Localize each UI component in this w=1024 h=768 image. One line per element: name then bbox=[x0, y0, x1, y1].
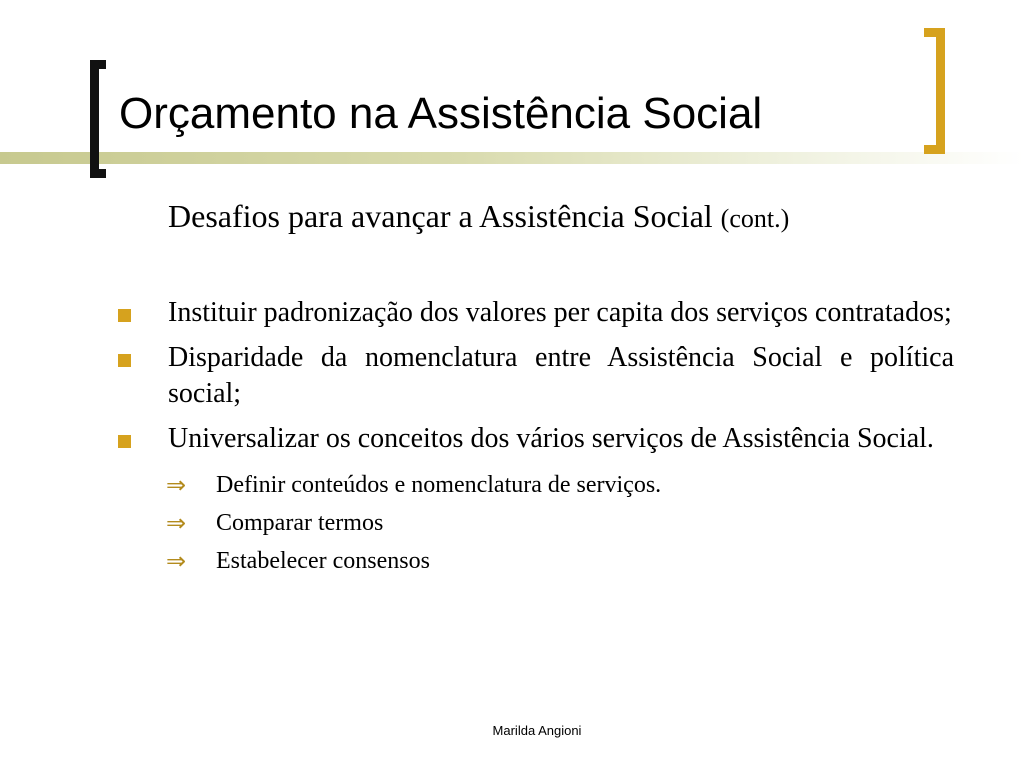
right-bracket-decoration bbox=[924, 28, 945, 154]
sub-bullet-list bbox=[116, 466, 954, 580]
double-arrow-right-icon: ⇒ bbox=[166, 471, 187, 499]
sub-bullet-item bbox=[116, 542, 954, 580]
square-bullet-icon bbox=[118, 354, 131, 367]
footer-author: Marilda Angioni bbox=[492, 723, 582, 738]
double-arrow-right-icon: ⇒ bbox=[166, 509, 187, 537]
bullet-item bbox=[116, 421, 954, 457]
square-bullet-icon bbox=[118, 435, 131, 448]
bullet-text: Universalizar os conceitos dos vários serviços de Assistência Social. bbox=[168, 423, 934, 454]
bullet-list bbox=[116, 295, 954, 580]
slide-title: Orçamento na Assistência Social bbox=[119, 89, 763, 138]
left-bracket-decoration bbox=[90, 60, 106, 178]
bullet-text: Instituir padronização dos valores per capita dos serviços contratados; bbox=[168, 297, 952, 328]
sub-bullet-item bbox=[116, 466, 954, 504]
sub-bullet-text: Estabelecer consensos bbox=[216, 548, 430, 574]
sub-bullet-text: Definir conteúdos e nomenclatura de serviços. bbox=[216, 472, 662, 498]
title-stripe bbox=[0, 152, 1024, 164]
subtitle-suffix: (cont.) bbox=[720, 204, 790, 233]
bullet-item bbox=[116, 295, 954, 331]
double-arrow-right-icon: ⇒ bbox=[166, 547, 187, 575]
sub-bullet-text: Comparar termos bbox=[216, 510, 384, 536]
sub-bullet-item bbox=[116, 504, 954, 542]
subtitle-text: Desafios para avançar a Assistência Social bbox=[168, 198, 713, 234]
bullet-text: Disparidade da nomenclatura entre Assistência Social e política social; bbox=[168, 342, 954, 409]
bullet-item bbox=[116, 340, 954, 412]
slide-subtitle bbox=[168, 194, 789, 241]
square-bullet-icon bbox=[118, 309, 131, 322]
